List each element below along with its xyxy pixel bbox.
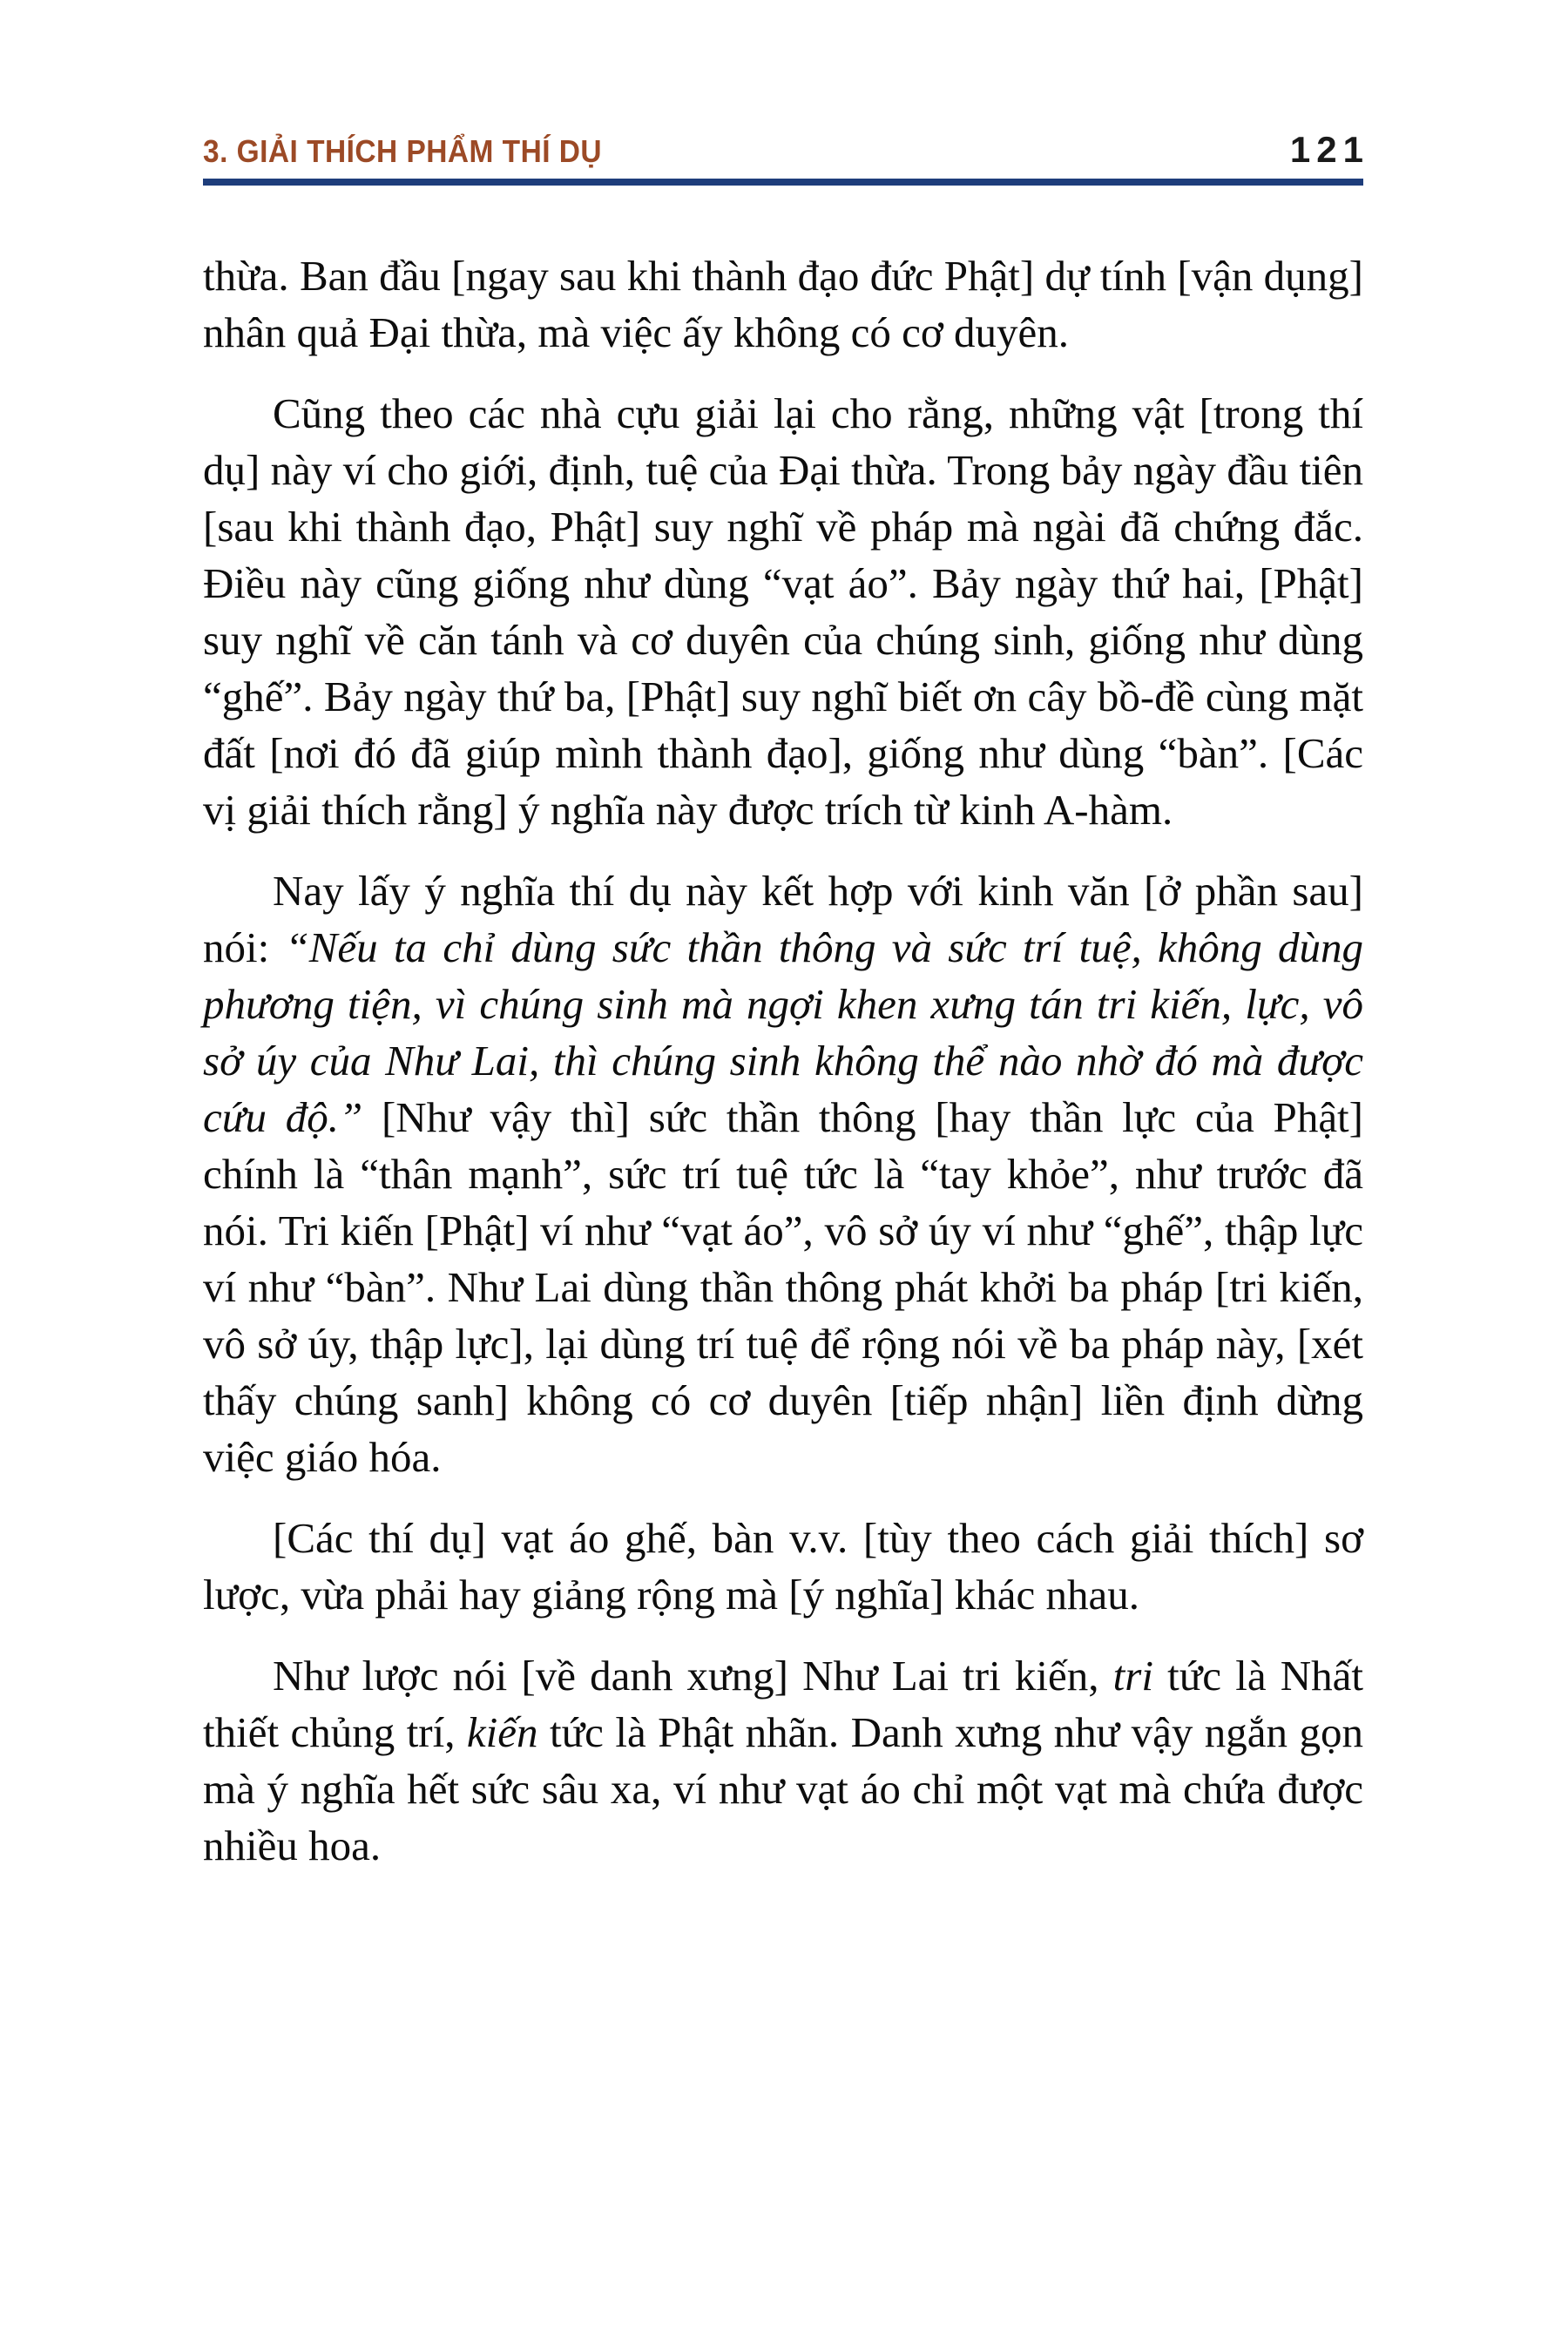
paragraph	[203, 1647, 1363, 1874]
paragraph	[203, 862, 1363, 1485]
text-segment: tức là Nhất thiết chủng trí,	[203, 1652, 1363, 1756]
paragraph	[203, 247, 1363, 361]
text-segment: thừa. Ban đầu [ngay sau khi thành đạo đức Phật] dự tính [vận dụng] nhân quả Đại thừa, mà việc ấy không có cơ duyên.	[203, 252, 1363, 356]
body-text	[203, 247, 1363, 1874]
italic-text-segment: kiến	[466, 1708, 538, 1756]
running-header-title: 3. GIẢI THÍCH PHẨM THÍ DỤ	[203, 133, 603, 169]
italic-text-segment: “Nếu ta chỉ dùng sức thần thông và sức trí tuệ, không dùng phương tiện, vì chúng sinh mà ngợi khen xưng tán tri kiến, lực, vô sở úy của Như Lai, thì chúng sinh không thể nào nhờ đó mà được cứu độ.”	[203, 923, 1363, 1141]
text-segment: Cũng theo các nhà cựu giải lại cho rằng, những vật [trong thí dụ] này ví cho giới, định, tuệ của Đại thừa. Trong bảy ngày đầu tiên [sau khi thành đạo, Phật] suy nghĩ về pháp mà ngài đã chứng đắc. Điều này cũng giống như dùng “vạt áo”. Bảy ngày thứ hai, [Phật] suy nghĩ về căn tánh và cơ duyên của chúng sinh, giống như dùng “ghế”. Bảy ngày thứ ba, [Phật] suy nghĩ biết ơn cây bồ-đề cùng mặt đất [nơi đó đã giúp mình thành đạo], giống như dùng “bàn”. [Các vị giải thích rằng] ý nghĩa này được trích từ kinh A-hàm.	[203, 389, 1363, 834]
page-header	[203, 129, 1369, 171]
text-segment: [Như vậy thì] sức thần thông [hay thần lực của Phật] chính là “thân mạnh”, sức trí tuệ tức là “tay khỏe”, như trước đã nói. Tri kiến [Phật] ví như “vạt áo”, vô sở úy ví như “ghế”, thập lực ví như “bàn”. Như Lai dùng thần thông phát khởi ba pháp [tri kiến, vô sở úy, thập lực], lại dùng trí tuệ để rộng nói về ba pháp này, [xét thấy chúng sanh] không có cơ duyên [tiếp nhận] liền định dừng việc giáo hóa.	[203, 1093, 1363, 1481]
text-segment: Như lược nói [về danh xưng] Như Lai tri kiến,	[273, 1652, 1113, 1700]
italic-text-segment: tri	[1112, 1652, 1153, 1700]
header-rule	[203, 179, 1363, 186]
text-column	[203, 0, 1369, 1898]
text-segment: tức là Phật nhãn. Danh xưng như vậy ngắn gọn mà ý nghĩa hết sức sâu xa, ví như vạt áo chỉ một vạt mà chứa được nhiều hoa.	[203, 1708, 1363, 1869]
text-segment: [Các thí dụ] vạt áo ghế, bàn v.v. [tùy theo cách giải thích] sơ lược, vừa phải hay giảng rộng mà [ý nghĩa] khác nhau.	[203, 1514, 1363, 1619]
paragraph	[203, 385, 1363, 838]
paragraph	[203, 1510, 1363, 1623]
text-segment: Nay lấy ý nghĩa thí dụ này kết hợp với kinh văn [ở phần sau] nói:	[203, 867, 1363, 971]
page-number: 121	[1289, 129, 1369, 170]
